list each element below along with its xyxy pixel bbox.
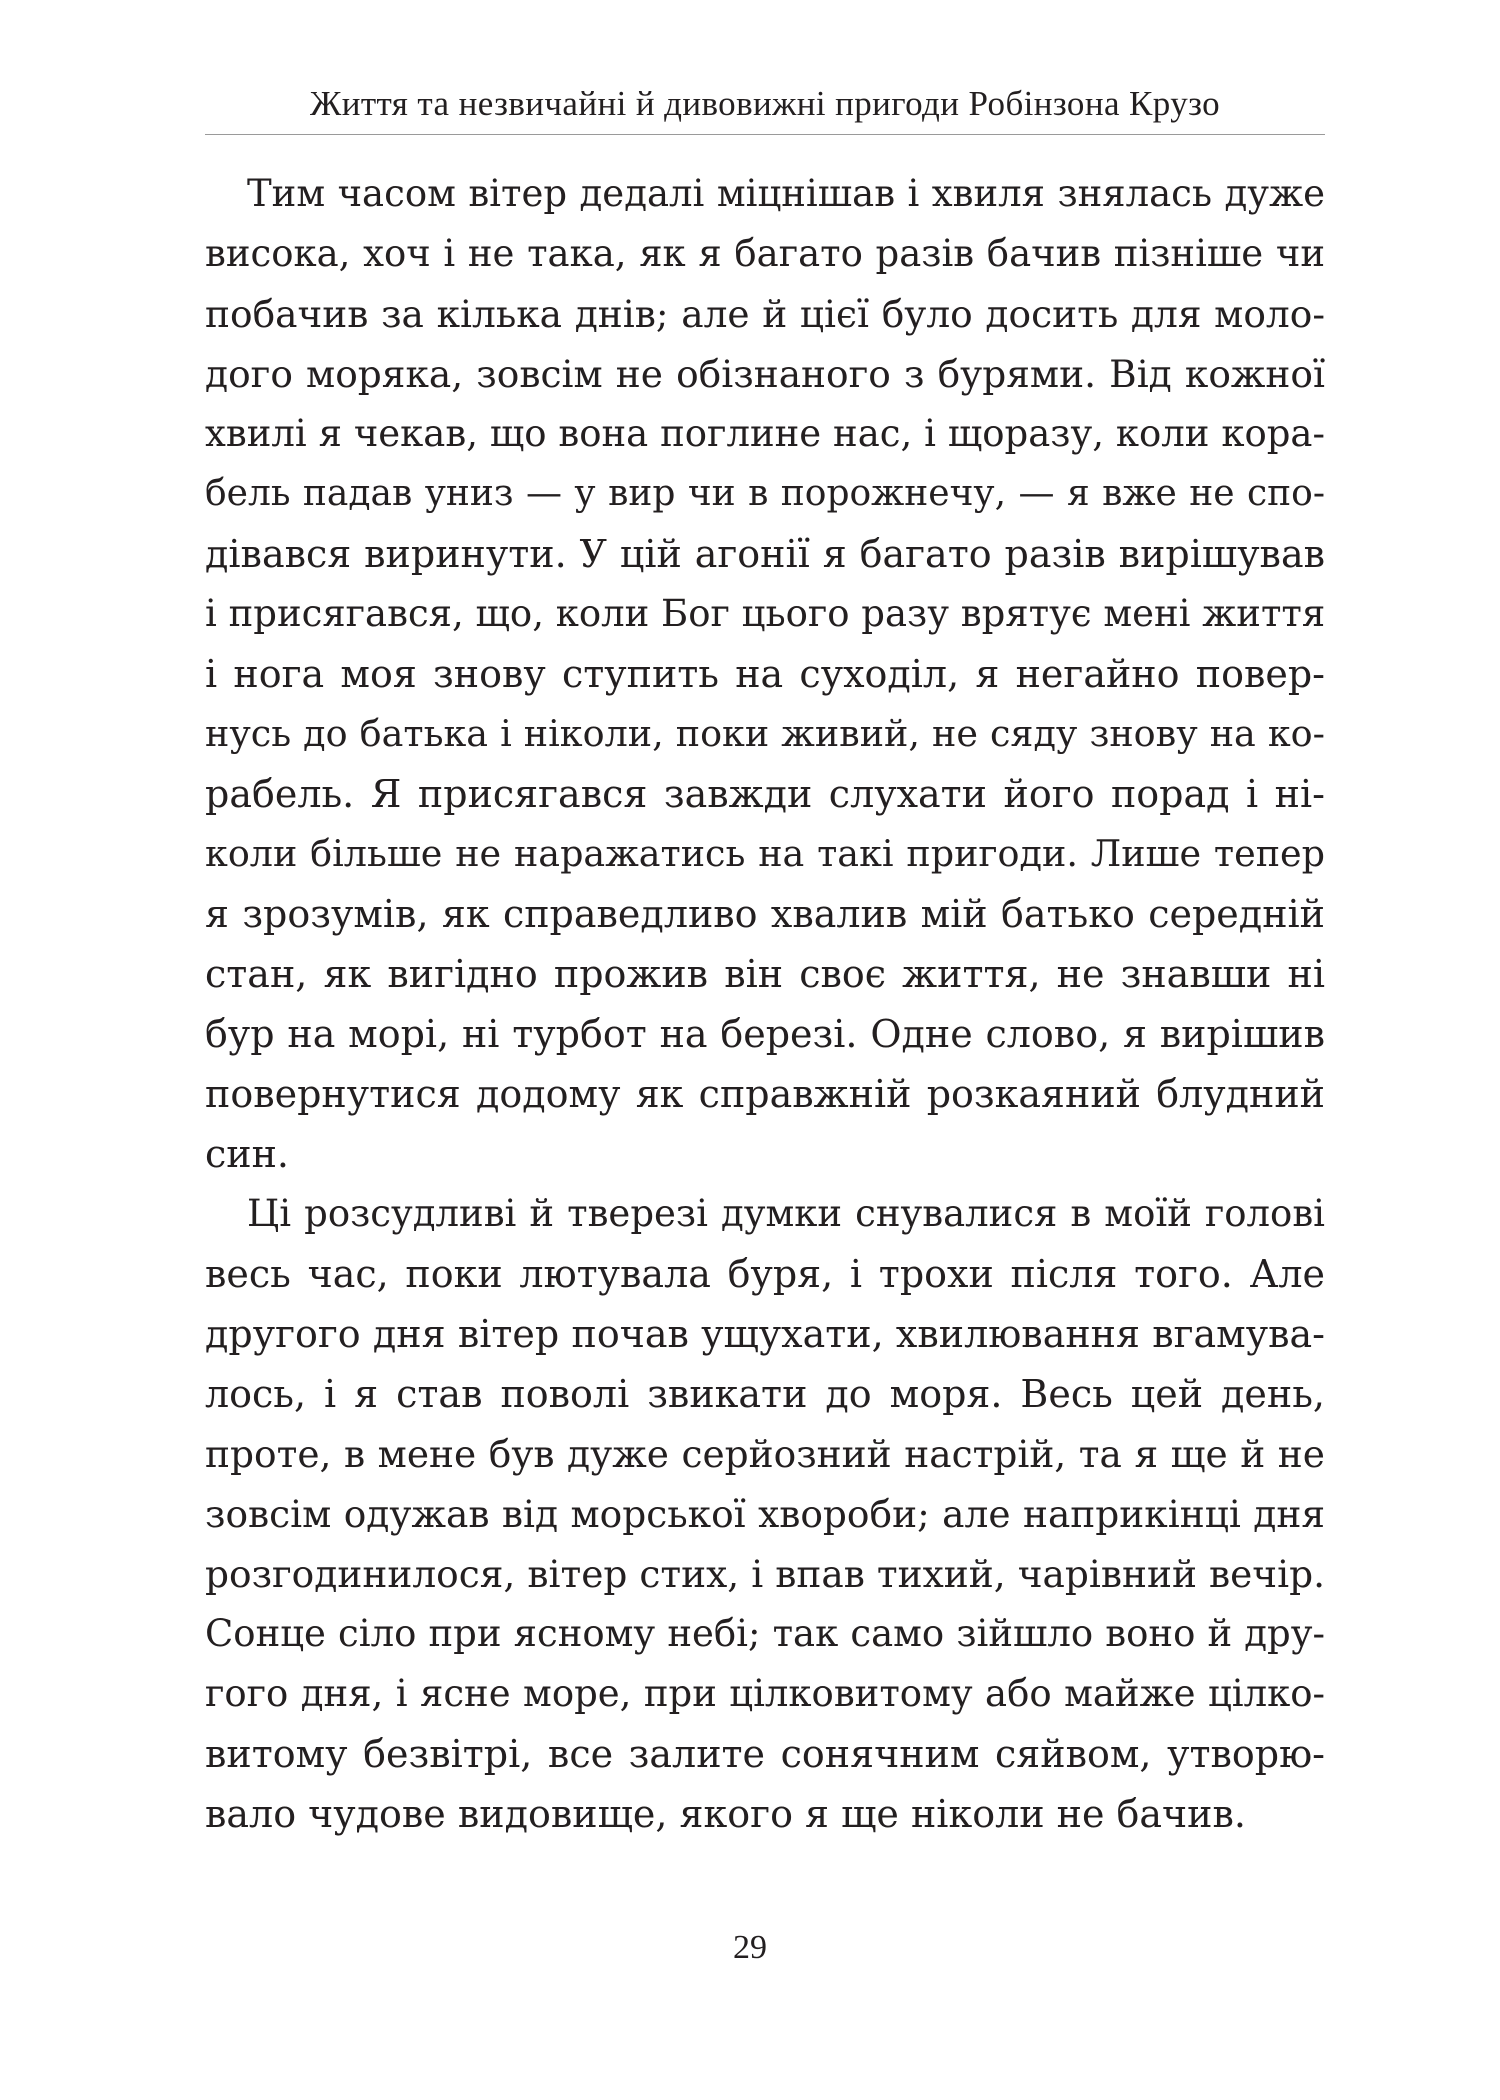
text-line: стан, як вигідно прожив він своє життя, не знавши ні — [205, 952, 1325, 996]
header-rule — [205, 134, 1325, 135]
text-line: рабель. Я присягався завжди слухати його порад і ні- — [205, 772, 1325, 816]
text-line: Сонце сіло при ясному небі; так само зійшло воно й дру- — [205, 1612, 1325, 1655]
text-line: весь час, поки лютувала буря, і трохи після того. Але — [205, 1252, 1325, 1296]
text-line: дівався виринути. У цій агонії я багато разів вирішував — [205, 532, 1325, 576]
text-line: повернутися додому як справжній розкаяний блудний — [205, 1072, 1325, 1116]
text-line: бур на морі, ні турбот на березі. Одне слово, я вирішив — [205, 1012, 1325, 1056]
paragraph-1 — [205, 164, 1325, 1184]
text-line: витому безвітрі, все залите сонячним сяйвом, утворю- — [205, 1732, 1325, 1776]
text-line: другого дня вітер почав ущухати, хвилювання вгамува- — [205, 1312, 1325, 1356]
text-line: висока, хоч і не така, як я багато разів бачив пізніше чи — [205, 232, 1325, 275]
text-line: зовсім одужав від морської хвороби; але наприкінці дня — [205, 1492, 1325, 1536]
text-line: хвилі я чекав, що вона поглине нас, і щоразу, коли кора- — [205, 412, 1325, 455]
text-line: лось, і я став поволі звикати до моря. Весь цей день, — [205, 1372, 1325, 1416]
text-line: син. — [205, 1132, 290, 1176]
text-line: гого дня, і ясне море, при цілковитому або майже цілко- — [205, 1672, 1325, 1715]
text-line: проте, в мене був дуже серйозний настрій, та я ще й не — [205, 1432, 1325, 1476]
text-line: коли більше не наражатись на такі пригоди. Лише тепер — [205, 832, 1325, 875]
text-line: Тим часом вітер дедалі міцнішав і хвиля знялась дуже — [247, 172, 1325, 215]
text-line: дого моряка, зовсім не обізнаного з бурями. Від кожної — [205, 352, 1325, 396]
text-line: розгодинилося, вітер стих, і впав тихий, чарівний вечір. — [205, 1552, 1325, 1596]
text-line: Ці розсудливі й тверезі думки снувалися в моїй голові — [247, 1192, 1325, 1235]
text-line: побачив за кілька днів; але й цієї було досить для моло- — [205, 292, 1325, 336]
text-line: вало чудове видовище, якого я ще ніколи не бачив. — [205, 1792, 1246, 1836]
text-line: нусь до батька і ніколи, поки живий, не сяду знову на ко- — [205, 712, 1325, 755]
body-text — [205, 164, 1325, 1844]
text-line: бель падав униз — у вир чи в порожнечу, — я вже не спо- — [205, 473, 1325, 514]
running-head: Життя та незвичайні й дивовижні пригоди Робінзона Крузо — [309, 84, 1221, 123]
text-line: я зрозумів, як справедливо хвалив мій батько середній — [205, 892, 1325, 936]
text-line: і присягався, що, коли Бог цього разу врятує мені життя — [205, 592, 1326, 635]
page-number: 29 — [733, 1929, 767, 1966]
paragraph-2 — [205, 1184, 1325, 1844]
text-line: і нога моя знову ступить на суходіл, я негайно повер- — [205, 652, 1325, 696]
